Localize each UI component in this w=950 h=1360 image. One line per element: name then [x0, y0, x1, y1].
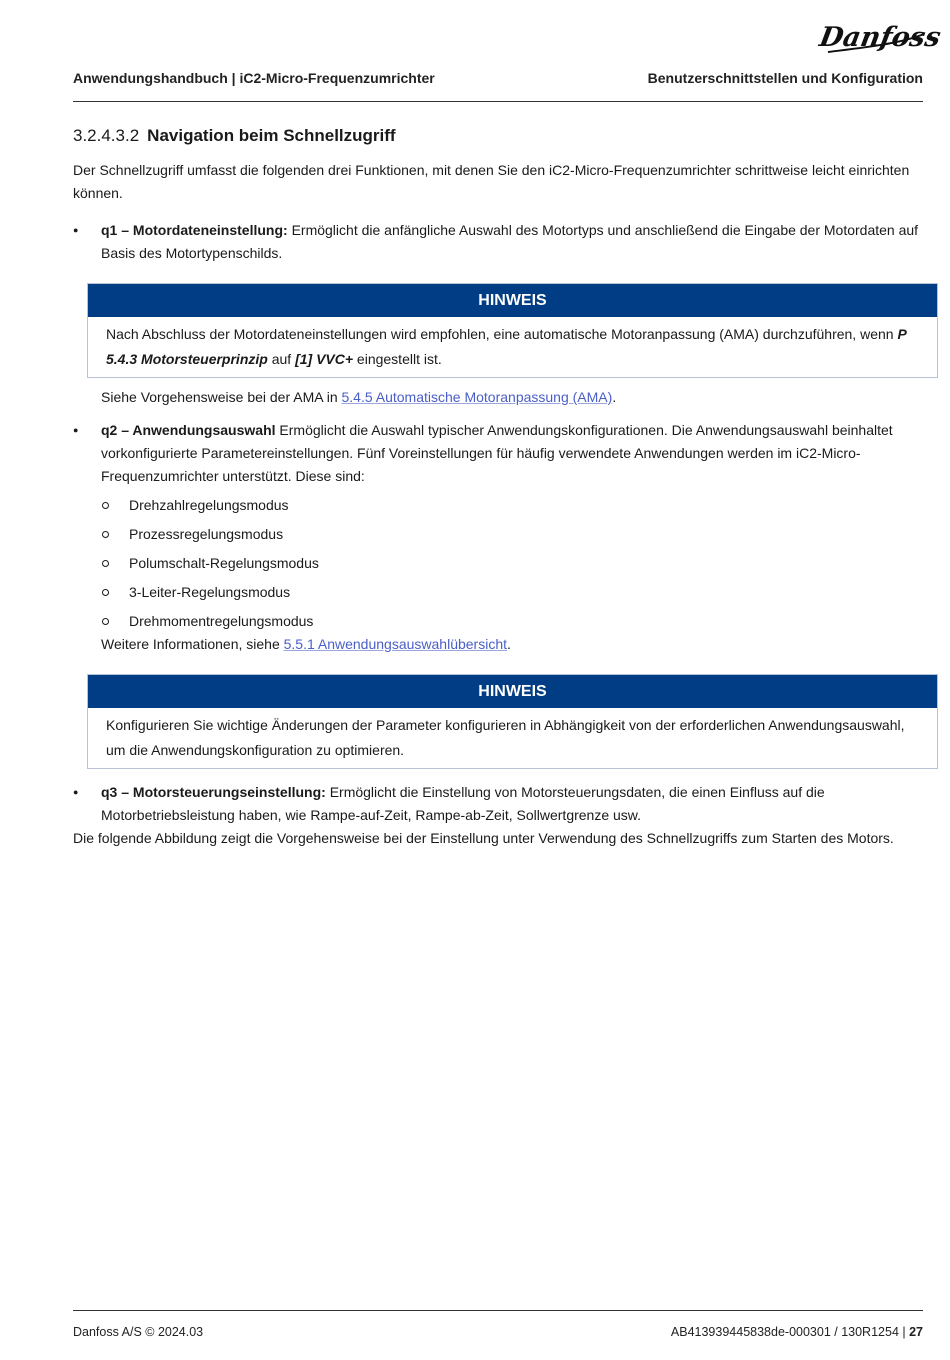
reference-text: .	[507, 636, 511, 652]
q1-label: q1 – Motordateneinstellung:	[101, 222, 288, 238]
q2-text: Ermöglicht die Auswahl typischer Anwendungskonfigurationen. Die Anwendungsauswahl beinhaltet vorkonfigurierte Parametereinstellungen. Fünf Voreinstellungen für häufig verwendete Anwendungen werden im iC2-Micro-Frequenzumrichter unterstützt. Diese sind:	[101, 422, 893, 484]
link-ama-section[interactable]: 5.4.5 Automatische Motoranpassung (AMA)	[341, 389, 613, 405]
notice-heading: HINWEIS	[88, 284, 937, 317]
q3-text: Ermöglicht die Einstellung von Motorsteuerungsdaten, die einen Einfluss auf die Motorbetriebsleistung haben, wie Rampe-auf-Zeit, Rampe-ab-Zeit, Sollwertgrenze usw.	[101, 784, 825, 823]
list-item-q1	[73, 219, 923, 265]
page-number: 27	[909, 1325, 923, 1339]
footer-doc-id	[671, 1325, 923, 1339]
header-doc-title: Anwendungshandbuch | iC2-Micro-Frequenzumrichter	[73, 70, 435, 86]
section-intro: Der Schnellzugriff umfasst die folgenden drei Funktionen, mit denen Sie den iC2-Micro-Frequenzumrichter schrittweise leicht einrichten können.	[73, 162, 910, 201]
param-value: [1] VVC+	[295, 351, 354, 367]
mode-item: Drehzahlregelungsmodus	[101, 494, 923, 523]
section-heading	[73, 124, 923, 147]
section-number: 3.2.4.3.2	[73, 126, 140, 145]
section-title: Navigation beim Schnellzugriff	[147, 126, 396, 145]
mode-item: Polumschalt-Regelungsmodus	[101, 552, 923, 581]
notice-heading: HINWEIS	[88, 675, 937, 708]
danfoss-logo	[817, 14, 944, 60]
list-item-q3	[73, 781, 923, 827]
reference-text: .	[612, 389, 617, 405]
main-content	[73, 124, 923, 850]
notice-box-ama	[87, 283, 938, 378]
footer-copyright: Danfoss A/S © 2024.03	[73, 1325, 204, 1339]
param-reference: P 5.4.3 Motorsteuerprinzip	[106, 326, 907, 367]
mode-item: Prozessregelungsmodus	[101, 523, 923, 552]
notice-box-configuration	[87, 674, 938, 769]
q1-text: Ermöglicht die anfängliche Auswahl des Motortyps und anschließend die Eingabe der Motordaten auf Basis des Motortypenschilds.	[101, 222, 919, 261]
list-item-q2	[73, 419, 923, 488]
link-application-overview[interactable]: 5.5.1 Anwendungsauswahlübersicht	[283, 636, 508, 652]
reference-text: Weitere Informationen, siehe	[101, 636, 284, 652]
application-reference	[73, 633, 923, 656]
notice-body	[88, 317, 937, 377]
header-chapter-title: Benutzerschnittstellen und Konfiguration	[647, 70, 923, 86]
notice-text: auf	[267, 351, 296, 367]
document-number: AB413939445838de-000301 / 130R1254 |	[670, 1325, 910, 1339]
q2-label: q2 – Anwendungsauswahl	[101, 422, 276, 438]
mode-item: 3-Leiter-Regelungsmodus	[101, 581, 923, 610]
closing-paragraph: Die folgende Abbildung zeigt die Vorgehensweise bei der Einstellung unter Verwendung des Schnellzugriffs zum Starten des Motors.	[73, 830, 894, 846]
notice-body: Konfigurieren Sie wichtige Änderungen der Parameter konfigurieren in Abhängigkeit von der erforderlichen Anwendungsauswahl, um die Anwendungskonfiguration zu optimieren.	[106, 717, 905, 758]
notice-text: eingestellt ist.	[353, 351, 442, 367]
q3-label: q3 – Motorsteuerungseinstellung:	[101, 784, 326, 800]
notice-text: Nach Abschluss der Motordateneinstellungen wird empfohlen, eine automatische Motoranpassung (AMA) durchzuführen, wenn	[106, 326, 898, 342]
mode-item: Drehmomentregelungsmodus	[101, 610, 923, 633]
header-divider	[73, 101, 923, 102]
application-mode-list	[73, 494, 923, 633]
footer-divider	[73, 1310, 923, 1311]
ama-reference	[73, 386, 923, 409]
reference-text: Siehe Vorgehensweise bei der AMA in	[101, 389, 342, 405]
svg-text:Danfoss: Danfoss	[817, 21, 944, 53]
